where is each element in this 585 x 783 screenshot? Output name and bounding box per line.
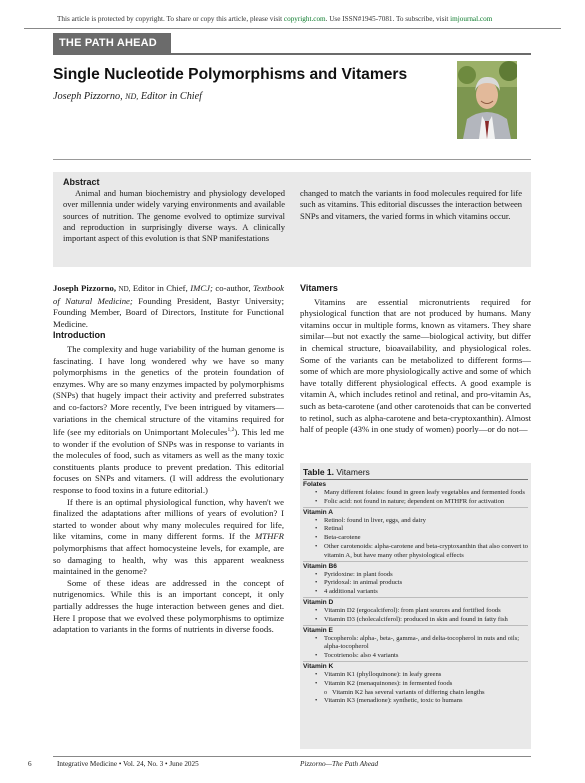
copyright-notice bbox=[57, 15, 492, 23]
article-title: Single Nucleotide Polymorphisms and Vitamers bbox=[53, 66, 408, 83]
page-number: 6 bbox=[28, 760, 32, 768]
table-list-item: • Tocotrienols: also 4 variants bbox=[324, 652, 528, 661]
table-list-item: • Beta-carotene bbox=[324, 534, 528, 543]
introduction-heading: Introduction bbox=[53, 330, 106, 341]
footer-divider bbox=[53, 756, 531, 757]
copyright-link[interactable]: copyright.com bbox=[283, 15, 326, 23]
vitamers-table bbox=[300, 463, 531, 749]
vitamers-heading: Vitamers bbox=[300, 283, 338, 293]
intro-paragraph-2 bbox=[53, 497, 284, 578]
table-list-item: • Many different folates: found in green leafy vegetables and fermented foods bbox=[324, 489, 528, 498]
bio-text2: co-author, bbox=[215, 283, 251, 293]
table-list-item: • Pyridoxal: in animal products bbox=[324, 579, 528, 588]
running-title: Pizzorno—The Path Ahead bbox=[300, 760, 379, 768]
table-group-list bbox=[303, 635, 528, 661]
section-banner-rule bbox=[53, 53, 531, 55]
right-column bbox=[300, 283, 531, 436]
table-group-list bbox=[303, 571, 528, 597]
table-group-heading: Folates bbox=[303, 479, 528, 489]
notice-prefix: This article is protected by copyright. To share or copy this article, please visit bbox=[57, 15, 283, 23]
table-group-heading: Vitamin A bbox=[303, 507, 528, 517]
author-portrait-image bbox=[457, 61, 517, 139]
author-photo bbox=[457, 61, 517, 139]
table-group-list bbox=[303, 489, 528, 507]
intro-p2-end: polymorphisms that affect homocysteine levels, for example, are so damaging to health, why was this apparent weakness maintained in the genome? bbox=[53, 542, 284, 577]
table-body bbox=[303, 479, 528, 706]
table-group-heading: Vitamin K bbox=[303, 661, 528, 671]
table-list-item: • Vitamin D3 (cholecalciferol): produced in skin and found in fatty fish bbox=[324, 616, 528, 625]
bio-text3: Founding President, Bastyr University; Founding Member, Board of Directors, Institute for Functional Medicine. bbox=[53, 295, 284, 329]
citation-superscript: 1,2 bbox=[227, 427, 235, 434]
intro-paragraph-3: Some of these ideas are addressed in the concept of nutrigenomics. While this is an important concept, it only partially addresses the huge interaction between genes and diet. Here I propose that we evolved these polymorphisms to optimize adaptation to variants in the forms of nutrients in diverse foods. bbox=[53, 577, 284, 635]
section-banner: THE PATH AHEAD bbox=[53, 33, 171, 54]
table-list-item: • Vitamin K2 (menaquinones): in fermented foods bbox=[324, 680, 528, 689]
table-number: Table 1. bbox=[303, 467, 335, 477]
table-title-text: Vitamers bbox=[336, 467, 370, 477]
table-list-item: • 4 additional variants bbox=[324, 588, 528, 597]
bio-journal: IMCJ; bbox=[190, 283, 213, 293]
left-column bbox=[53, 283, 284, 636]
subscribe-link[interactable]: imjournal.com bbox=[450, 15, 493, 23]
title-divider bbox=[53, 159, 531, 160]
table-list-item: • Tocopherols: alpha-, beta-, gamma-, and delta-tocopherol in nuts and oils; alpha-tocopherol bbox=[324, 635, 528, 653]
byline-degree: ND, bbox=[125, 92, 139, 101]
vitamers-paragraph-1: Vitamins are essential micronutrients required for physiological function that are not produced by humans. Many vitamins occur in multiple forms, known as vitamers. They share similar—but not exactly the same—biological activity, but differ in chemical structure, bioavailability, and physiological roles. Some of the variants can be metabolized to different forms—some of which are more physiologically active and some of which have totally different physiological effects. A good example is vitamin A, which includes retinol and retinal, and pro-vitamin As, such as beta-carotene (and other carotenoids that can be converted to retinol, such as alpha-carotene and beta-cryptoxanthin). Almost half of people (43% in one study of women) poorly—or do not— bbox=[300, 296, 531, 435]
table-list-item: • Retinal bbox=[324, 525, 528, 534]
table-list-item: • Other carotenoids: alpha-carotene and beta-cryptoxanthin that also convert to vitamin A, but have many other physiological effects bbox=[324, 543, 528, 561]
table-list-item: • Pyridoxine: in plant foods bbox=[324, 571, 528, 580]
table-group-heading: Vitamin D bbox=[303, 597, 528, 607]
journal-citation: Integrative Medicine • Vol. 24, No. 3 • June 2025 bbox=[57, 760, 199, 768]
abstract-heading: Abstract bbox=[63, 177, 100, 187]
bio-text1: Editor in Chief, bbox=[132, 283, 188, 293]
intro-p1-end: ). This led me to wonder if the evolution of SNPs was in response to variants in the molecules of food, such as vitamers as well as the many toxic constituents plants produce to prevent predation. This editorial focuses on SNPs and vitamers. (I will address the evolutionary response to food toxins in a future editorial.) bbox=[53, 427, 284, 495]
header-divider bbox=[24, 28, 561, 29]
table-list-item: • Folic acid: not found in nature; dependent on MTHFR for activation bbox=[324, 498, 528, 507]
byline-role: Editor in Chief bbox=[140, 91, 202, 102]
bio-degree: ND, bbox=[118, 285, 131, 293]
abstract-text-col2: changed to match the variants in food molecules required for life such as vitamins. This editorial discusses the interaction between SNPs and vitamers, the varied forms in which vitamins occur. bbox=[300, 188, 522, 221]
table-list-item: • Vitamin K1 (phylloquinone): in leafy greens bbox=[324, 671, 528, 680]
table-list-item: • Retinol: found in liver, eggs, and dairy bbox=[324, 517, 528, 526]
table-list-item: • Vitamin K3 (menadione): synthetic, toxic to humans bbox=[324, 697, 528, 706]
table-group-list bbox=[303, 517, 528, 561]
table-title bbox=[303, 467, 528, 477]
intro-p1-text: The complexity and huge variability of the human genome is fascinating. I have long wondered why we have so many polymorphisms in the genetics of the protein foundation of enzymes. Why are so many enzymes impacted by polymorphisms (SNPs) that hugely impact their activity and preferred substrates and co-factors? More recently, I've been intrigued by vitamers—variations in the chemical structure of the vitamins required for life (see my editorials on Unimportant Molecules bbox=[53, 343, 284, 438]
byline bbox=[53, 91, 202, 102]
table-list-item: • Vitamin D2 (ergocalciferol): from plant sources and fortified foods bbox=[324, 607, 528, 616]
table-group-heading: Vitamin E bbox=[303, 625, 528, 635]
intro-p2-start: If there is an optimal physiological function, why haven't we finalized the adaptations after millions of years of evolution? I started to wonder about why many molecules required for life, like vitamins, come in many different forms. If the bbox=[53, 496, 284, 542]
intro-paragraph-1 bbox=[53, 344, 284, 497]
table-group-list bbox=[303, 607, 528, 625]
bio-book: Textbook of Natural Medicine; bbox=[53, 283, 285, 306]
abstract-box bbox=[53, 172, 531, 267]
gene-name: MTHFR bbox=[255, 531, 284, 542]
table-group-list bbox=[303, 671, 528, 706]
notice-mid: . Use ISSN#1945-7081. To subscribe, visit bbox=[325, 15, 449, 23]
table-group-heading: Vitamin B6 bbox=[303, 561, 528, 571]
table-list-item: o Vitamin K2 has several variants of differing chain lengths bbox=[332, 689, 528, 698]
author-bio bbox=[53, 283, 284, 330]
bio-name: Joseph Pizzorno, bbox=[53, 283, 117, 293]
abstract-text-col1: Animal and human biochemistry and physiology developed over millennia under widely varying environments and available sources of nutrition. The genome evolved to optimize survival and reproduction in surprisingly diverse ways. A clinically important aspect of this evolution is that SNP manifestations bbox=[63, 188, 285, 244]
byline-author: Joseph Pizzorno, bbox=[53, 91, 123, 102]
